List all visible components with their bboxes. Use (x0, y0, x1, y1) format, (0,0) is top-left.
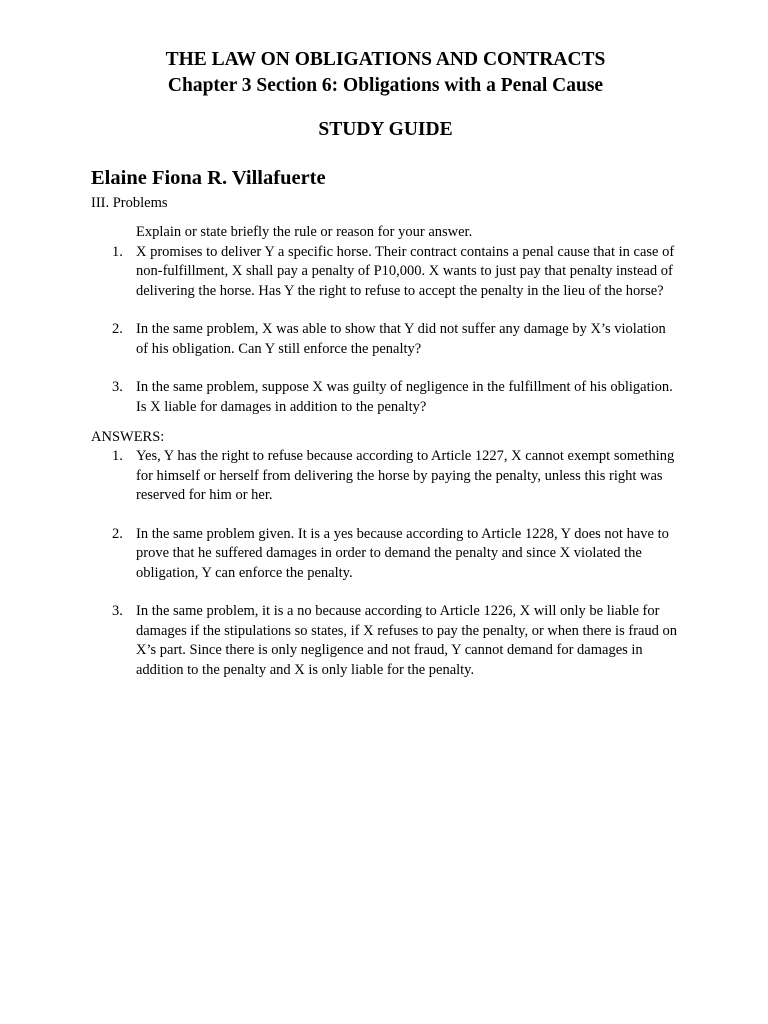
answers-list (91, 447, 680, 680)
section-heading: III. Problems (91, 195, 168, 211)
answer-number: 2. (112, 525, 123, 542)
questions-list (91, 243, 680, 418)
author-name: Elaine Fiona R. Villafuerte (91, 167, 326, 189)
answer-text: In the same problem, it is a no because according to Article 1226, X will only be liable for damages if the stipulations so states, if X refuses to pay the penalty, or when there is fraud on X’s part. Since there is only negligence and not fraud, Y cannot demand for damages in addition to the penalty and X is only liable for the penalty. (136, 603, 678, 678)
answers-heading: ANSWERS: (91, 429, 165, 445)
question-item (91, 243, 680, 302)
question-number: 1. (112, 243, 123, 260)
answer-number: 3. (112, 603, 123, 619)
title-line-2: Chapter 3 Section 6: Obligations with a Penal Cause (167, 75, 604, 96)
answer-text: In the same problem given. It is a yes because according to Article 1228, Y does not have to prove that he suffered damages in order to demand the penalty and since X violated the obligation, Y can enforce the penalty. (136, 525, 669, 581)
question-number: 3. (112, 379, 123, 395)
answer-item (91, 525, 680, 584)
answer-item (91, 602, 680, 680)
document-title (91, 0, 680, 99)
question-text: In the same problem, suppose X was guilty of negligence in the fulfillment of his obligation. Is X liable for damages in addition to the penalty? (136, 379, 673, 415)
question-item (91, 378, 680, 417)
answer-text: Yes, Y has the right to refuse because according to Article 1227, X cannot exempt something for himself or herself from delivering the horse by paying the penalty, unless this right was reserved for him or her. (136, 448, 675, 503)
question-text: In the same problem, X was able to show that Y did not suffer any damage by X’s violation of his obligation. Can Y still enforce the penalty? (136, 321, 666, 357)
instruction-text: Explain or state briefly the rule or reason for your answer. (136, 224, 473, 240)
question-text: X promises to deliver Y a specific horse. Their contract contains a penal cause that in case of non-fulfillment, X shall pay a penalty of P10,000. X wants to just pay that penalty instead of delivering the horse. Has Y the right to refuse to accept the penalty in the lieu of the horse? (136, 243, 675, 299)
title-line-1: THE LAW ON OBLIGATIONS AND CONTRACTS (165, 49, 606, 70)
question-item (91, 320, 680, 359)
answer-item (91, 447, 680, 506)
answer-number: 1. (112, 448, 123, 464)
subtitle: STUDY GUIDE (318, 119, 453, 140)
question-number: 2. (112, 321, 123, 337)
